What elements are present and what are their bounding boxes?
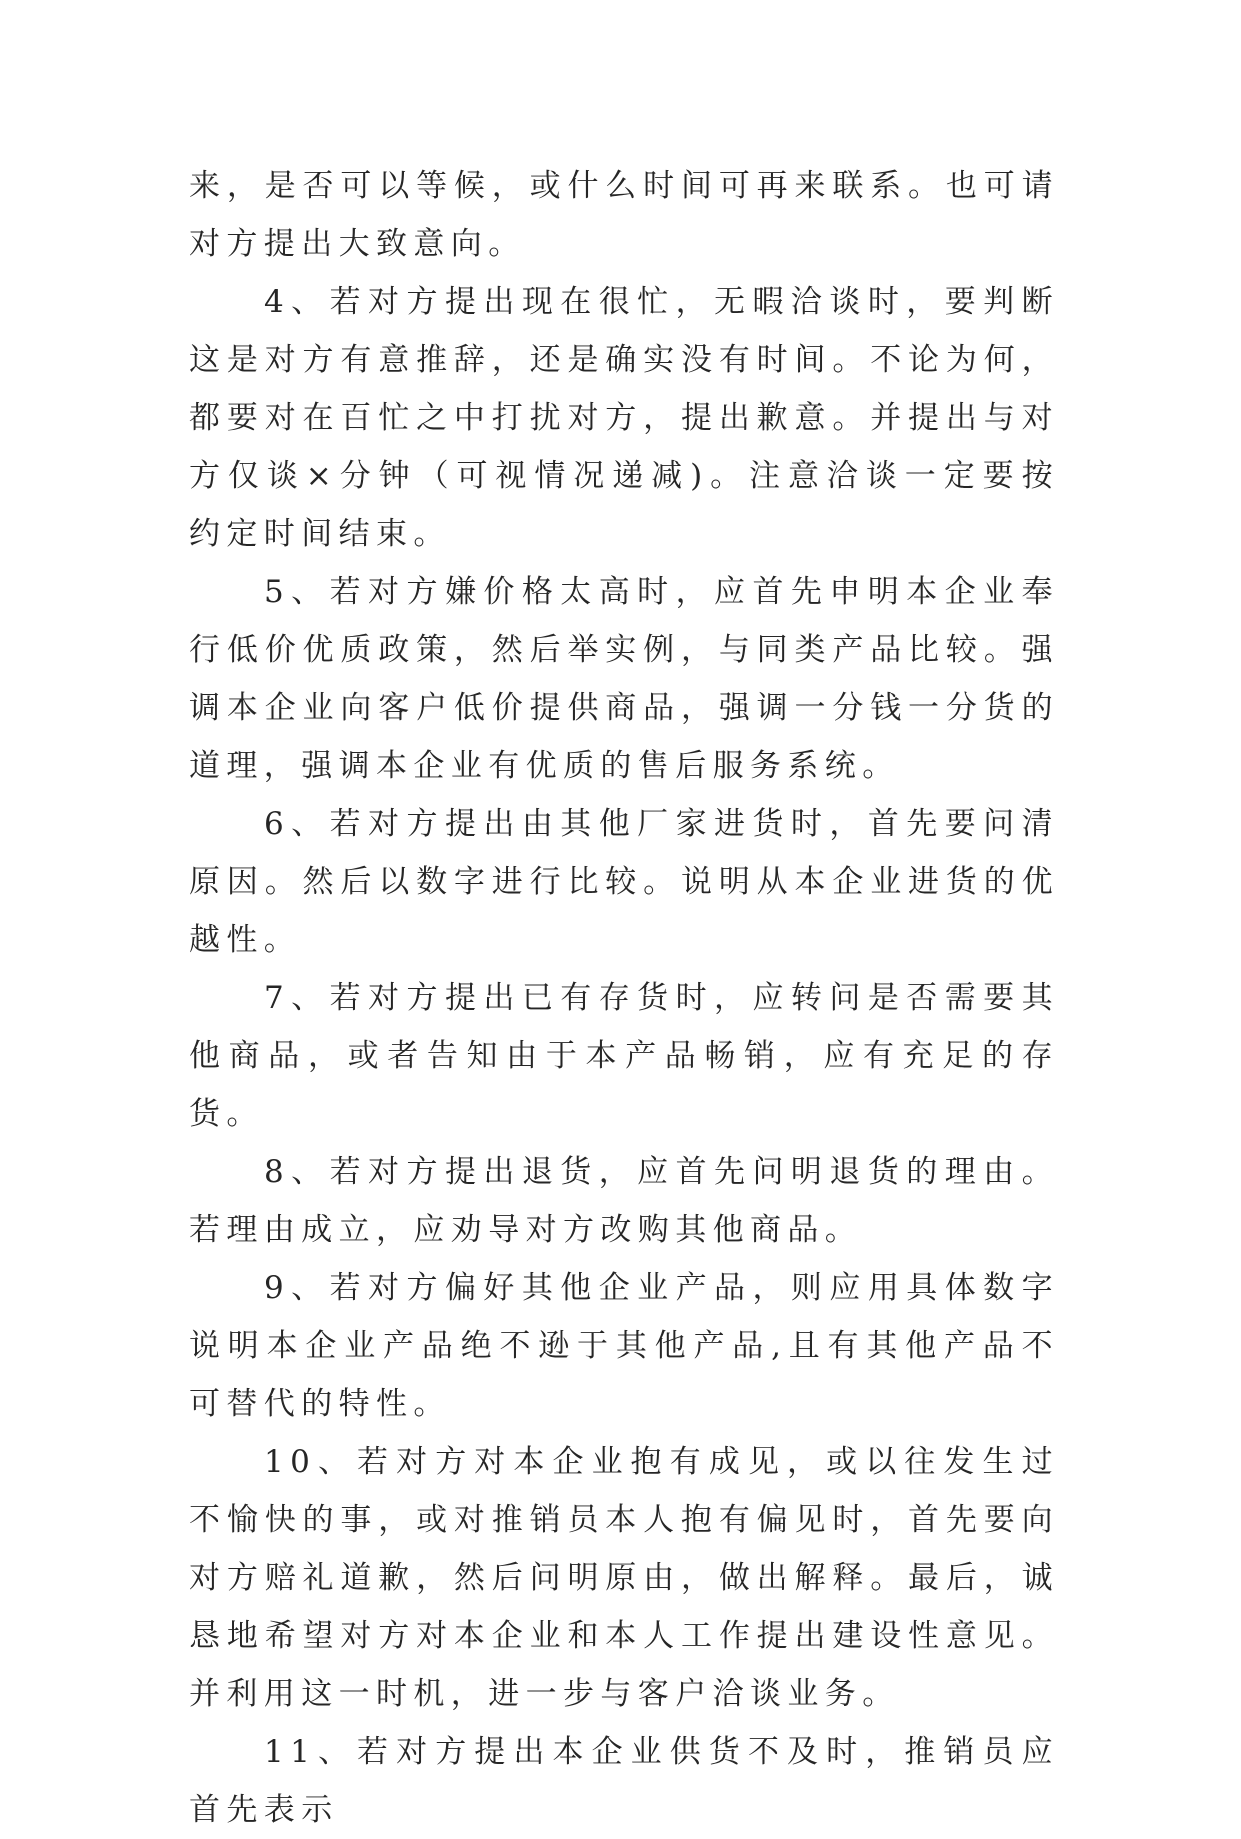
paragraph-item-10: 10、若对方对本企业抱有成见，或以往发生过不愉快的事，或对推销员本人抱有偏见时，首先要向对方赔礼道歉，然后问明原由，做出解释。最后，诚恳地希望对方对本企业和本人工作提出建设性意见。并利用这一时机，进一步与客户洽谈业务。 — [189, 1444, 1059, 1712]
paragraph-item-5: 5、若对方嫌价格太高时，应首先申明本企业奉行低价优质政策，然后举实例，与同类产品比较。强调本企业向客户低价提供商品，强调一分钱一分货的道理，强调本企业有优质的售后服务系统。 — [189, 574, 1059, 784]
paragraph-item-7: 7、若对方提出已有存货时，应转问是否需要其他商品，或者告知由于本产品畅销，应有充足的存货。 — [189, 980, 1059, 1132]
document-body — [189, 157, 1059, 1839]
paragraph-continued: 来，是否可以等候，或什么时间可再来联系。也可请对方提出大致意向。 — [189, 168, 1059, 262]
paragraph-item-4: 4、若对方提出现在很忙，无暇洽谈时，要判断这是对方有意推辞，还是确实没有时间。不论为何，都要对在百忙之中打扰对方，提出歉意。并提出与对方仅谈×分钟（可视情况递减)。注意洽谈一定要按约定时间结束。 — [189, 284, 1059, 552]
paragraph-item-8: 8、若对方提出退货，应首先问明退货的理由。若理由成立，应劝导对方改购其他商品。 — [189, 1154, 1059, 1248]
paragraph-item-11: 11、若对方提出本企业供货不及时，推销员应首先表示 — [189, 1734, 1059, 1828]
paragraph-item-9: 9、若对方偏好其他企业产品，则应用具体数字说明本企业产品绝不逊于其他产品,且有其他产品不可替代的特性。 — [189, 1270, 1059, 1422]
paragraph-item-6: 6、若对方提出由其他厂家进货时，首先要问清原因。然后以数字进行比较。说明从本企业进货的优越性。 — [189, 806, 1059, 958]
